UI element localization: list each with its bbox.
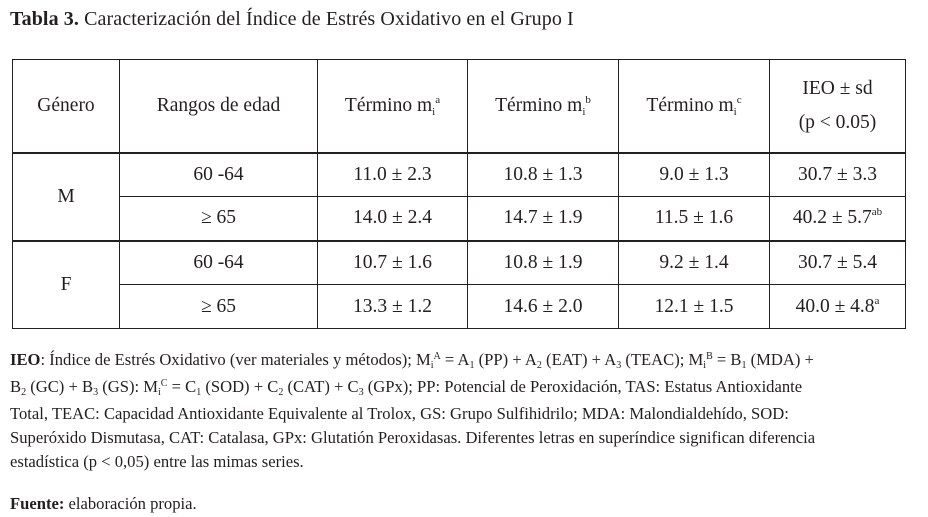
header-term-a: Término $m_i^a$ <box>318 60 468 153</box>
caption-title: Caracterización del Índice de Estrés Oxidativo en el Grupo I <box>84 8 574 30</box>
term-b-cell: 14.6 ± 2.0 <box>468 285 619 329</box>
table-caption <box>10 8 574 31</box>
source-note <box>10 494 197 514</box>
source-label: Fuente: <box>10 494 65 513</box>
results-table <box>12 59 906 329</box>
footnote-line: B2 (GC) + B3 (GS): $Mi^C = C1$ (SOD) + C2 (CAT) + C3 (GPx); PP: Potencial de Peroxidación, TAS: Estatus Antioxidante <box>10 377 803 398</box>
genero-cell: M <box>13 153 120 241</box>
term-b-cell: 14.7 ± 1.9 <box>468 197 619 241</box>
header-term-c: Término $m_i^c$ <box>619 60 770 153</box>
rango-cell: ≥ 65 <box>120 197 318 241</box>
ieo-cell: 30.7 ± 5.4 <box>770 241 906 285</box>
term-c-cell: 9.0 ± 1.3 <box>619 153 770 197</box>
rango-cell: 60 -64 <box>120 153 318 197</box>
rango-cell: ≥ 65 <box>120 285 318 329</box>
header-rangos: Rangos de edad <box>120 60 318 153</box>
term-a-cell: 10.7 ± 1.6 <box>318 241 468 285</box>
term-a-cell: 14.0 ± 2.4 <box>318 197 468 241</box>
term-c-cell: 9.2 ± 1.4 <box>619 241 770 285</box>
rango-cell: 60 -64 <box>120 241 318 285</box>
footnote-line: Total, TEAC: Capacidad Antioxidante Equivalente al Trolox, GS: Grupo Sulfihidrilo; MDA: Malondialdehído, SOD: <box>10 404 789 423</box>
header-ieo: IEO ± sd (p < 0.05) <box>770 60 906 153</box>
term-c-cell: 11.5 ± 1.6 <box>619 197 770 241</box>
footnote-line: IEO: Índice de Estrés Oxidativo (ver materiales y métodos); $Mi^A = A1$ (PP) + A2 (EAT) + A3 (TEAC); $Mi^B = B1$ (MDA) + <box>10 350 814 371</box>
table-row <box>13 241 906 285</box>
term-a-cell: 13.3 ± 1.2 <box>318 285 468 329</box>
term-b-cell: 10.8 ± 1.9 <box>468 241 619 285</box>
term-a-cell: 11.0 ± 2.3 <box>318 153 468 197</box>
table-row <box>13 153 906 197</box>
source-text: elaboración propia. <box>64 494 197 513</box>
ieo-cell: 40.0 ± 4.8$^a$ <box>770 285 906 329</box>
ieo-cell: 30.7 ± 3.3 <box>770 153 906 197</box>
term-b-cell: 10.8 ± 1.3 <box>468 153 619 197</box>
table-row <box>13 197 906 241</box>
caption-label: Tabla 3. <box>10 8 79 30</box>
footnote-line: Superóxido Dismutasa, CAT: Catalasa, GPx: Glutatión Peroxidasas. Diferentes letras en superíndice significan diferencia <box>10 428 816 447</box>
table-header-row <box>13 60 906 153</box>
table-footnote <box>10 348 910 474</box>
table-row <box>13 285 906 329</box>
footnote-line: estadística (p < 0,05) entre las mimas series. <box>10 452 304 471</box>
header-genero: Género <box>13 60 120 153</box>
genero-cell: F <box>13 241 120 329</box>
term-c-cell: 12.1 ± 1.5 <box>619 285 770 329</box>
ieo-cell: 40.2 ± 5.7$^{ab}$ <box>770 197 906 241</box>
header-term-b: Término $m_i^b$ <box>468 60 619 153</box>
